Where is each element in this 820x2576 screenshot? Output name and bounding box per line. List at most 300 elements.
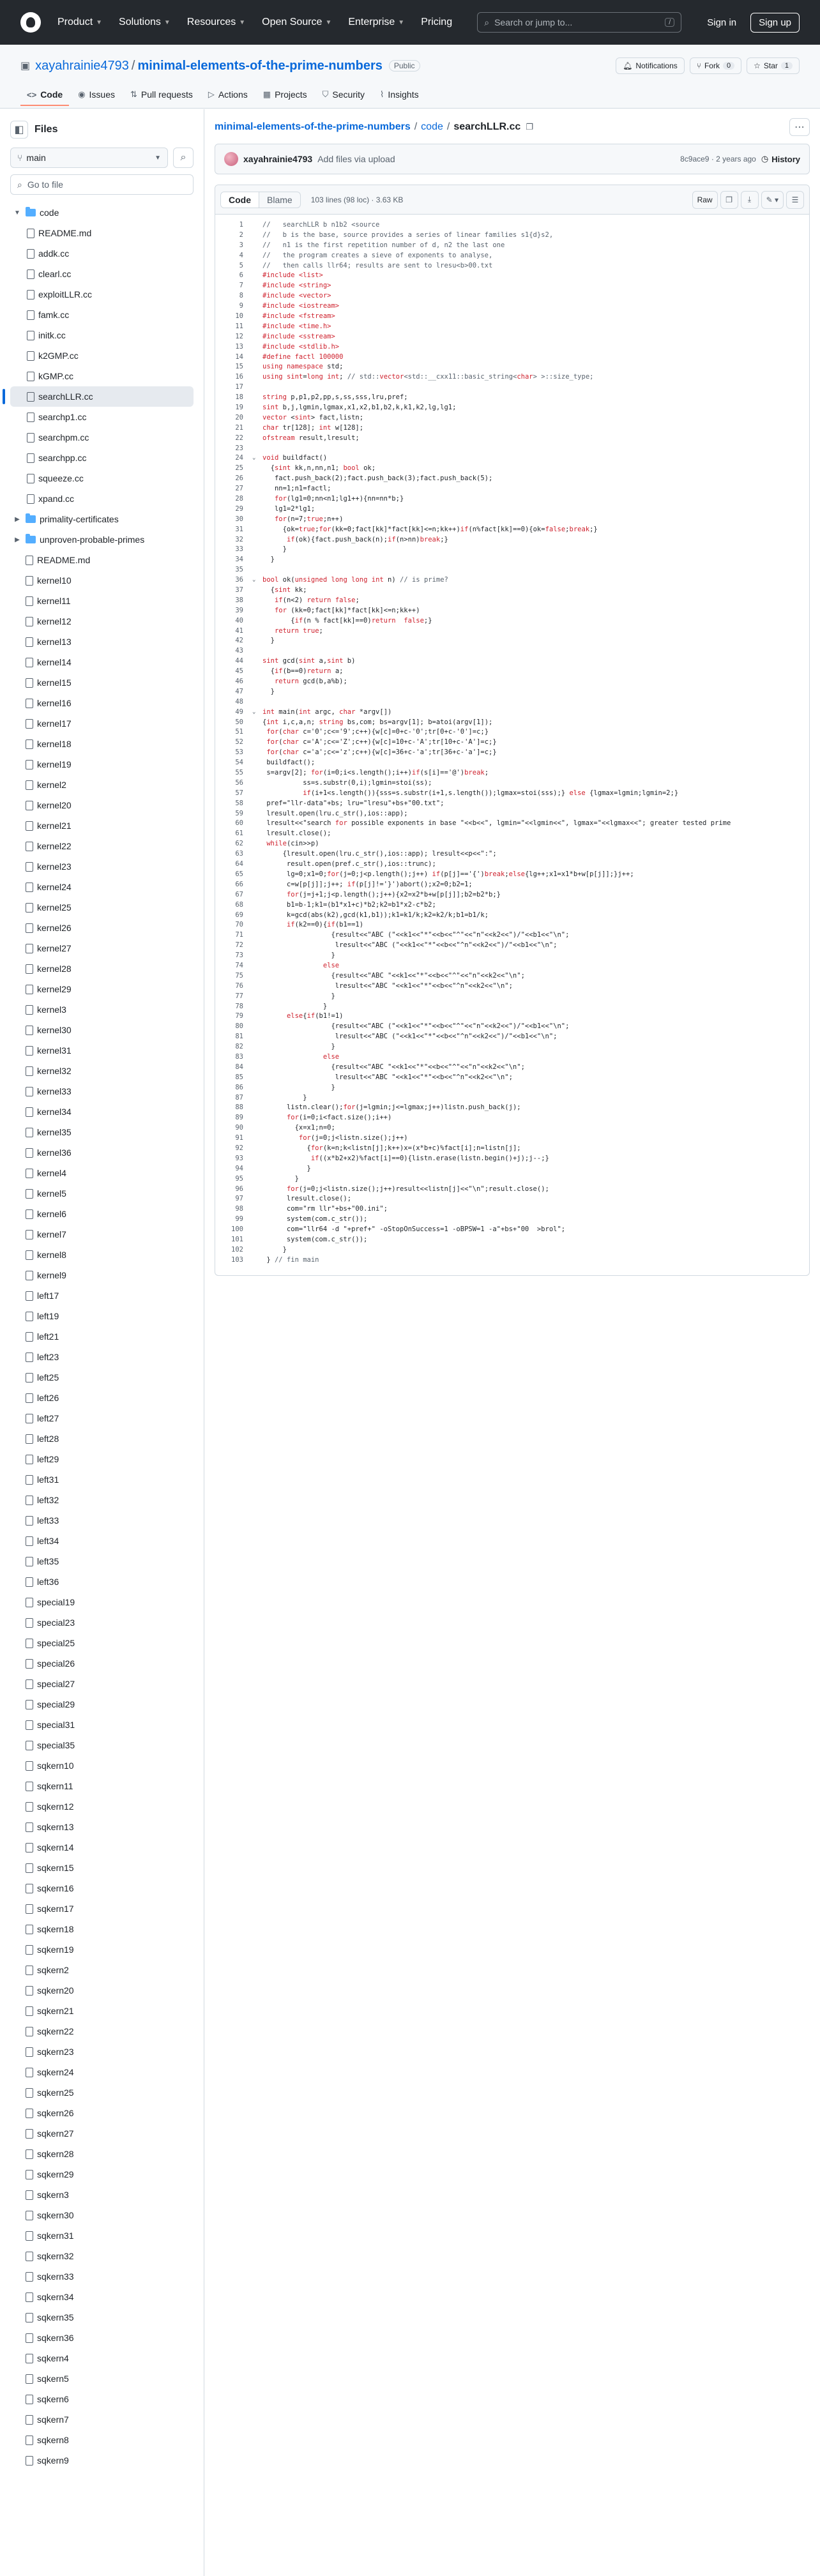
tree-file[interactable] [10, 1735, 194, 1755]
line-number[interactable]: 53 [235, 748, 243, 757]
code-text: } [262, 1002, 328, 1010]
tree-file[interactable] [10, 1898, 194, 1919]
line-number[interactable]: 50 [235, 718, 243, 726]
go-to-file-input[interactable] [10, 174, 194, 195]
tree-file[interactable] [10, 1081, 194, 1102]
line-number[interactable]: 38 [235, 596, 243, 604]
line-number[interactable]: 6 [239, 271, 243, 280]
line-number[interactable]: 70 [235, 921, 243, 929]
line-number[interactable]: 26 [235, 474, 243, 483]
tree-file[interactable] [10, 1204, 194, 1224]
file-icon [26, 1863, 33, 1873]
code-text: for (kk=0;fact[kk]*fact[kk]<=n;kk++) [274, 606, 420, 614]
line-number[interactable]: 72 [235, 941, 243, 950]
file-view [215, 109, 810, 1276]
tree-file[interactable] [10, 2266, 194, 2287]
code-text: } // fin main [262, 1255, 319, 1264]
tree-file[interactable] [10, 1796, 194, 1817]
nav-open-source[interactable] [262, 17, 331, 28]
tree-file[interactable] [10, 1367, 194, 1388]
line-number[interactable]: 82 [235, 1043, 243, 1051]
line-number[interactable]: 48 [235, 697, 243, 706]
line-number[interactable]: 94 [235, 1164, 243, 1172]
more-options-icon[interactable]: ⋯ [789, 118, 810, 136]
line-number[interactable]: 35 [235, 566, 243, 574]
tree-item-label: left19 [37, 1311, 59, 1321]
tree-file[interactable] [10, 2042, 194, 2062]
line-number[interactable]: 45 [235, 667, 243, 676]
line-number[interactable]: 46 [235, 678, 243, 686]
line-number[interactable]: 32 [235, 535, 243, 543]
code-text: {lresult.open(lru.c_str(),ios::app); lresult<<p<<":"; [262, 850, 497, 858]
tree-file[interactable] [10, 632, 194, 652]
line-number[interactable]: 101 [231, 1236, 243, 1243]
line-number[interactable]: 90 [235, 1124, 243, 1132]
tree-file[interactable] [10, 1428, 194, 1449]
tree-file[interactable] [10, 1490, 194, 1510]
code-line [215, 514, 809, 524]
line-number[interactable]: 64 [235, 860, 243, 868]
tree-file[interactable] [10, 2307, 194, 2328]
line-number[interactable]: 5 [239, 261, 243, 269]
tree-file[interactable] [10, 1653, 194, 1674]
tab-label: Security [332, 89, 365, 100]
tree-file[interactable] [10, 1040, 194, 1061]
commit-author-link[interactable]: xayahrainie4793 [243, 154, 313, 164]
tree-file[interactable] [10, 795, 194, 815]
line-number[interactable]: 19 [235, 403, 243, 411]
tree-file[interactable] [10, 2368, 194, 2389]
line-number[interactable]: 22 [235, 434, 243, 442]
fold-chevron-icon[interactable]: ⌄ [252, 577, 256, 584]
line-number[interactable]: 12 [235, 332, 243, 340]
file-icon [26, 2456, 33, 2466]
file-icon [27, 392, 34, 402]
tree-item-label: kernel24 [37, 882, 72, 892]
tree-folder[interactable] [10, 529, 194, 550]
line-number[interactable]: 59 [235, 809, 243, 817]
edit-pencil-icon[interactable]: ✎ ▾ [761, 191, 784, 209]
tree-file[interactable] [10, 2348, 194, 2368]
tree-file[interactable] [10, 1878, 194, 1898]
tree-file[interactable] [10, 979, 194, 999]
tree-file[interactable] [10, 305, 194, 325]
line-number[interactable]: 21 [235, 423, 243, 432]
tree-file[interactable] [10, 1980, 194, 2001]
symbols-panel-icon[interactable]: ☰ [786, 191, 804, 209]
line-number[interactable]: 16 [235, 373, 243, 381]
tree-file[interactable] [10, 1224, 194, 1245]
line-number[interactable]: 77 [235, 992, 243, 1000]
line-number[interactable]: 36 [235, 576, 243, 584]
tree-file[interactable] [10, 1919, 194, 1939]
tree-file[interactable] [10, 713, 194, 734]
line-number[interactable]: 24 [235, 454, 243, 462]
tab-insights[interactable] [374, 84, 425, 106]
line-number[interactable]: 33 [235, 545, 243, 554]
tree-file[interactable] [10, 1408, 194, 1428]
tree-file[interactable] [10, 754, 194, 775]
line-number[interactable]: 67 [235, 890, 243, 898]
line-number[interactable]: 31 [235, 525, 243, 533]
file-icon [26, 1966, 33, 1975]
tree-file[interactable] [10, 1551, 194, 1572]
tree-file[interactable] [10, 1102, 194, 1122]
line-number[interactable]: 65 [235, 870, 243, 878]
tree-file[interactable] [10, 1122, 194, 1142]
file-icon [26, 1189, 33, 1199]
line-number[interactable]: 11 [235, 322, 243, 330]
tree-file[interactable] [10, 1939, 194, 1960]
tree-item-label: kernel2 [37, 780, 66, 790]
tree-file[interactable] [10, 284, 194, 305]
tree-file[interactable] [10, 672, 194, 693]
tree-file[interactable] [10, 448, 194, 468]
code-line [215, 717, 809, 727]
line-number[interactable]: 86 [235, 1083, 243, 1091]
file-icon [26, 821, 33, 831]
line-number[interactable]: 62 [235, 840, 243, 848]
tree-file[interactable] [10, 2164, 194, 2185]
tree-file[interactable] [10, 1755, 194, 1776]
tree-file[interactable] [10, 366, 194, 386]
line-number[interactable]: 93 [235, 1154, 243, 1162]
line-number[interactable]: 76 [235, 981, 243, 990]
tree-file[interactable] [10, 1612, 194, 1633]
tab-security[interactable] [316, 84, 371, 106]
line-number[interactable]: 20 [235, 413, 243, 421]
nav-product[interactable] [57, 17, 102, 28]
line-number[interactable]: 27 [235, 485, 243, 493]
history-button[interactable] [761, 154, 800, 164]
file-icon [27, 229, 34, 238]
tree-file[interactable] [10, 611, 194, 632]
line-number[interactable]: 78 [235, 1002, 243, 1010]
line-number[interactable]: 44 [235, 657, 243, 665]
notifications-button[interactable] [616, 57, 685, 74]
tree-item-label: special19 [37, 1597, 75, 1607]
chevron-right-icon[interactable]: ▶ [15, 515, 20, 523]
tab-actions[interactable] [202, 84, 254, 106]
tree-file[interactable] [10, 1163, 194, 1183]
tree-file[interactable] [10, 223, 194, 243]
file-icon [26, 658, 33, 667]
line-number[interactable]: 71 [235, 931, 243, 939]
tree-file[interactable] [10, 427, 194, 448]
global-search-input[interactable] [477, 12, 681, 33]
tree-item-label: sqkern28 [37, 2149, 74, 2159]
tree-file[interactable] [10, 2205, 194, 2225]
tree-file[interactable] [10, 856, 194, 877]
copy-icon[interactable]: ❐ [720, 191, 738, 209]
tree-file[interactable] [10, 2144, 194, 2164]
tree-file[interactable] [10, 1858, 194, 1878]
tree-file[interactable] [10, 734, 194, 754]
line-number[interactable]: 91 [235, 1134, 243, 1142]
line-number[interactable]: 28 [235, 494, 243, 503]
line-number[interactable]: 4 [239, 251, 243, 259]
tree-file[interactable] [10, 1388, 194, 1408]
line-number[interactable]: 8 [239, 292, 243, 300]
breadcrumb-repo-link[interactable]: minimal-elements-of-the-prime-numbers [215, 121, 411, 132]
fold-chevron-icon[interactable]: ⌄ [252, 708, 256, 715]
tab-pull-requests[interactable] [124, 84, 199, 106]
tree-file[interactable] [10, 550, 194, 570]
line-number[interactable]: 63 [235, 850, 243, 858]
line-number[interactable]: 23 [235, 444, 243, 452]
line-number[interactable]: 81 [235, 1033, 243, 1041]
tree-file[interactable] [10, 1183, 194, 1204]
tree-item-label: xpand.cc [38, 494, 75, 504]
code-line [215, 342, 809, 352]
tree-file[interactable] [10, 468, 194, 489]
tree-file[interactable] [10, 918, 194, 938]
line-number[interactable]: 47 [235, 687, 243, 695]
line-number[interactable]: 83 [235, 1052, 243, 1061]
tree-file[interactable] [10, 2021, 194, 2042]
line-number[interactable]: 92 [235, 1144, 243, 1152]
tree-file[interactable] [10, 2389, 194, 2409]
line-number[interactable]: 41 [235, 626, 243, 635]
tree-file[interactable] [10, 2123, 194, 2144]
line-number[interactable]: 18 [235, 393, 243, 402]
tree-file[interactable] [10, 1020, 194, 1040]
tree-file[interactable] [10, 407, 194, 427]
tab-projects[interactable] [257, 84, 314, 106]
tree-file[interactable] [10, 1633, 194, 1653]
tree-file[interactable] [10, 836, 194, 856]
tree-file[interactable] [10, 386, 194, 407]
tree-file[interactable] [10, 1245, 194, 1265]
line-number[interactable]: 74 [235, 961, 243, 969]
tree-file[interactable] [10, 345, 194, 366]
line-number[interactable]: 25 [235, 464, 243, 473]
github-logo-icon[interactable] [20, 12, 41, 33]
code-line [215, 524, 809, 534]
line-number[interactable]: 99 [235, 1215, 243, 1224]
tree-file[interactable] [10, 1061, 194, 1081]
code-view-tab[interactable]: Code [221, 192, 259, 208]
tree-file[interactable] [10, 958, 194, 979]
tree-file[interactable] [10, 2246, 194, 2266]
tree-file[interactable] [10, 1592, 194, 1612]
code-text: if(ok){fact.push_back(n);if(n>nn)break;} [286, 535, 448, 543]
line-number[interactable]: 37 [235, 586, 243, 594]
chevron-right-icon[interactable]: ▶ [15, 536, 20, 543]
tree-file[interactable] [10, 1674, 194, 1694]
collapse-sidebar-icon[interactable]: ◧ [10, 121, 28, 139]
code-text: lg1=2*lg1; [262, 504, 315, 513]
line-number[interactable]: 51 [235, 728, 243, 736]
nav-solutions[interactable] [119, 17, 171, 28]
tree-file[interactable] [10, 2001, 194, 2021]
code-line [215, 920, 809, 930]
tree-file[interactable] [10, 264, 194, 284]
line-number[interactable]: 29 [235, 504, 243, 513]
tree-file[interactable] [10, 2225, 194, 2246]
line-number[interactable]: 98 [235, 1205, 243, 1213]
line-number[interactable]: 102 [231, 1245, 243, 1254]
line-number[interactable]: 79 [235, 1012, 243, 1020]
line-number[interactable]: 30 [235, 515, 243, 523]
copy-path-icon[interactable]: ❐ [526, 122, 533, 132]
tree-file[interactable] [10, 489, 194, 509]
code-text: for(char c='a';c<='z';c++){w[c]=36+c-'a';tr[36+c-'a']=c;} [266, 748, 497, 757]
repo-name-link[interactable]: minimal-elements-of-the-prime-numbers [137, 58, 383, 73]
line-number[interactable]: 88 [235, 1103, 243, 1112]
tree-file[interactable] [10, 1715, 194, 1735]
line-number[interactable]: 89 [235, 1114, 243, 1122]
tree-file[interactable] [10, 243, 194, 264]
chevron-down-icon[interactable]: ▼ [14, 209, 20, 216]
tree-file[interactable] [10, 2409, 194, 2430]
tree-folder[interactable] [10, 509, 194, 529]
line-number[interactable]: 95 [235, 1174, 243, 1183]
star-button[interactable] [747, 57, 800, 74]
tab-label: Insights [388, 89, 419, 100]
tree-file[interactable] [10, 1694, 194, 1715]
line-number[interactable]: 52 [235, 738, 243, 746]
download-icon[interactable]: ⤓ [741, 191, 759, 209]
file-tree-sidebar [0, 109, 204, 2576]
tree-file[interactable] [10, 2328, 194, 2348]
line-number[interactable]: 15 [235, 363, 243, 371]
tree-file[interactable] [10, 591, 194, 611]
repo-owner-link[interactable]: xayahrainie4793 [35, 58, 129, 73]
tree-file[interactable] [10, 1326, 194, 1347]
bell-icon: 🔔︎ [623, 61, 633, 70]
commit-message[interactable]: Add files via upload [317, 154, 395, 164]
branch-selector[interactable] [10, 148, 168, 168]
tree-file[interactable] [10, 1960, 194, 1980]
line-number[interactable]: 39 [235, 606, 243, 614]
tree-file[interactable] [10, 1572, 194, 1592]
line-number[interactable]: 17 [235, 383, 243, 391]
line-number[interactable]: 58 [235, 799, 243, 807]
nav-resources[interactable] [187, 17, 245, 28]
line-number[interactable]: 85 [235, 1073, 243, 1081]
sign-in-link[interactable]: Sign in [707, 17, 737, 28]
tab-label: Issues [89, 89, 115, 100]
file-icon [26, 1169, 33, 1178]
line-number[interactable]: 100 [231, 1225, 243, 1234]
tree-file[interactable] [10, 2287, 194, 2307]
line-number[interactable]: 40 [235, 616, 243, 625]
tree-file[interactable] [10, 2103, 194, 2123]
tree-file[interactable] [10, 1776, 194, 1796]
line-number[interactable]: 68 [235, 900, 243, 909]
line-number[interactable]: 56 [235, 778, 243, 787]
line-number[interactable]: 1 [239, 220, 243, 229]
chevron-down-icon: ▼ [325, 19, 332, 26]
tree-file[interactable] [10, 652, 194, 672]
avatar[interactable] [224, 152, 238, 166]
line-number[interactable]: 69 [235, 911, 243, 919]
code-line [215, 402, 809, 413]
line-number[interactable]: 43 [235, 647, 243, 655]
tree-item-label: kernel35 [37, 1127, 72, 1137]
line-number[interactable]: 7 [239, 282, 243, 290]
tree-file[interactable] [10, 1306, 194, 1326]
tree-file[interactable] [10, 999, 194, 1020]
tab-issues[interactable] [72, 84, 121, 106]
line-number[interactable]: 87 [235, 1093, 243, 1102]
nav-enterprise[interactable] [348, 17, 404, 28]
tree-file[interactable] [10, 1347, 194, 1367]
tree-folder[interactable] [10, 202, 194, 223]
tree-file[interactable] [10, 2450, 194, 2471]
blame-view-tab[interactable]: Blame [267, 194, 292, 205]
line-number[interactable]: 54 [235, 759, 243, 767]
line-number[interactable]: 57 [235, 789, 243, 797]
breadcrumb-dir-link[interactable]: code [421, 121, 443, 132]
line-number[interactable]: 97 [235, 1195, 243, 1203]
nav-pricing[interactable] [421, 17, 452, 28]
commit-sha[interactable]: 8c9ace9 · 2 years ago [680, 155, 756, 163]
tree-file[interactable] [10, 2430, 194, 2450]
line-number[interactable]: 60 [235, 819, 243, 828]
tree-file[interactable] [10, 2185, 194, 2205]
sign-up-button[interactable]: Sign up [750, 13, 800, 33]
tree-file[interactable] [10, 877, 194, 897]
tree-file[interactable] [10, 1449, 194, 1469]
tree-file[interactable] [10, 1531, 194, 1551]
tree-file[interactable] [10, 1469, 194, 1490]
search-files-button[interactable] [173, 148, 194, 168]
fork-button[interactable] [690, 57, 741, 74]
line-number[interactable]: 84 [235, 1063, 243, 1071]
tree-file[interactable] [10, 897, 194, 918]
tree-file[interactable] [10, 1265, 194, 1285]
line-number[interactable]: 55 [235, 769, 243, 777]
line-number[interactable]: 2 [239, 231, 243, 239]
tree-file[interactable] [10, 775, 194, 795]
tree-file[interactable] [10, 938, 194, 958]
line-number[interactable]: 49 [235, 708, 243, 716]
tree-file[interactable] [10, 1817, 194, 1837]
line-number[interactable]: 10 [235, 312, 243, 320]
tree-file[interactable] [10, 693, 194, 713]
raw-button[interactable]: Raw [692, 191, 718, 209]
line-number[interactable]: 3 [239, 241, 243, 249]
fold-chevron-icon[interactable]: ⌄ [252, 455, 256, 462]
line-number[interactable]: 34 [235, 556, 243, 564]
line-number[interactable]: 75 [235, 971, 243, 980]
code-text: for(lg1=0;nn<n1;lg1++){nn=nn*b;} [274, 494, 404, 503]
line-number[interactable]: 61 [235, 830, 243, 838]
tree-file[interactable] [10, 1285, 194, 1306]
line-number[interactable]: 80 [235, 1022, 243, 1031]
tree-file[interactable] [10, 2062, 194, 2082]
tree-file[interactable] [10, 325, 194, 345]
file-icon [26, 2109, 33, 2118]
line-number[interactable]: 66 [235, 880, 243, 888]
tree-file[interactable] [10, 1510, 194, 1531]
tree-file[interactable] [10, 1142, 194, 1163]
tree-file[interactable] [10, 2082, 194, 2103]
tree-file[interactable] [10, 570, 194, 591]
tab-code[interactable] [20, 84, 69, 106]
tree-file[interactable] [10, 815, 194, 836]
line-number[interactable]: 42 [235, 637, 243, 645]
line-number[interactable]: 103 [231, 1255, 243, 1264]
line-number[interactable]: 14 [235, 352, 243, 361]
line-number[interactable]: 96 [235, 1185, 243, 1193]
tree-file[interactable] [10, 1837, 194, 1858]
line-number[interactable]: 73 [235, 951, 243, 960]
line-number[interactable]: 9 [239, 302, 243, 310]
line-number[interactable]: 13 [235, 342, 243, 351]
